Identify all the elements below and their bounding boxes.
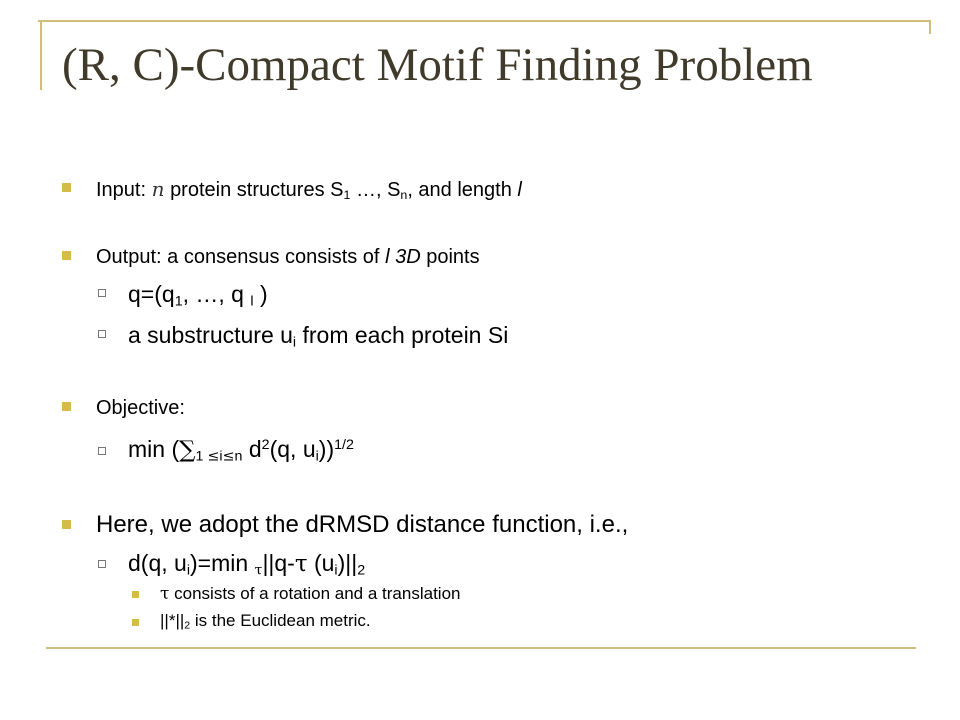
norm-note: $||*||_2$ is the Euclidean metric. xyxy=(160,611,371,632)
bullet-square-icon xyxy=(62,520,71,529)
frame-bottom-rule xyxy=(46,647,916,649)
bullet-hollow-square-icon xyxy=(98,560,106,568)
bullet-square-icon xyxy=(62,183,71,192)
bullet-hollow-square-icon xyxy=(98,330,106,338)
frame-left-rule xyxy=(40,22,42,90)
frame-right-tick xyxy=(929,20,931,34)
n-symbol: n xyxy=(151,177,165,201)
bullet-square-icon xyxy=(62,402,71,411)
tau-note: τ consists of a rotation and a translation xyxy=(160,584,461,604)
slide-title: (R, C)-Compact Motif Finding Problem xyxy=(62,39,813,91)
bullet-square-icon xyxy=(132,591,139,598)
objective-formula: $\min (\sum_{1 \le i\le n}$ $d^2(q$, $u_i))^{1/2}$ xyxy=(128,436,354,465)
input-line: Input: n protein structures $S_1$ …, $S_n$, and length l xyxy=(96,177,522,203)
distance-formula: d(q, $u_i)=\min$ $_\tau$||q-τ $(u_i)||_2$ xyxy=(128,550,366,579)
bullet-hollow-square-icon xyxy=(98,289,106,297)
here-line: Here, we adopt the dRMSD distance function, i.e., xyxy=(96,511,629,538)
bullet-hollow-square-icon xyxy=(98,447,106,455)
output-line: Output: a consensus consists of l 3D points xyxy=(96,246,480,268)
q-definition-line: $q=(q_1$, …, q $_l$ ) xyxy=(128,281,268,310)
substructure-line: a substructure $u_i$ from each protein Si xyxy=(128,322,509,351)
bullet-square-icon xyxy=(132,619,139,626)
objective-label: Objective: xyxy=(96,397,185,419)
bullet-square-icon xyxy=(62,251,71,260)
frame-top-rule xyxy=(38,20,930,22)
